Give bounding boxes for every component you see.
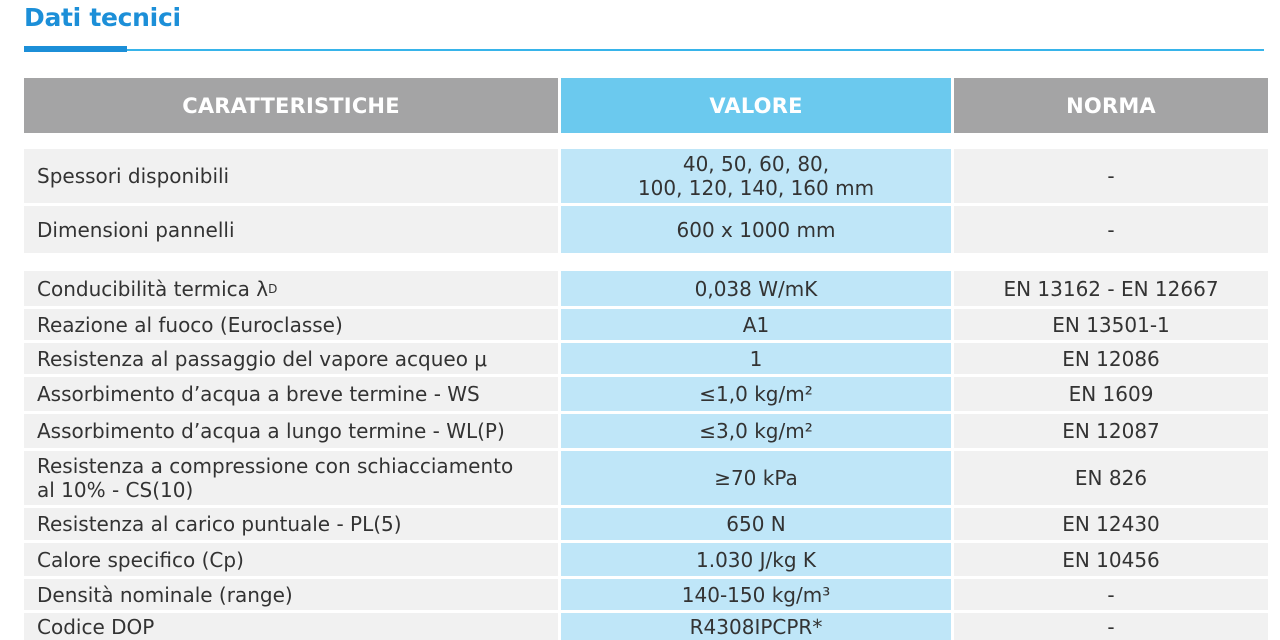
table-row-label: Assorbimento d’acqua a breve termine - WS [24, 377, 558, 411]
table-row-label: Densità nominale (range) [24, 579, 558, 610]
table-row-value: ≥70 kPa [561, 451, 951, 505]
table-row-label: Resistenza al carico puntuale - PL(5) [24, 508, 558, 540]
table-row-norm: EN 12086 [954, 343, 1268, 374]
table-row-norm: EN 1609 [954, 377, 1268, 411]
header-characteristic: CARATTERISTICHE [24, 78, 558, 133]
table-row-value: ≤3,0 kg/m² [561, 414, 951, 448]
table-row-value [561, 149, 951, 203]
table-row-label: Codice DOP [24, 613, 558, 640]
table-row-value: A1 [561, 309, 951, 340]
table-row-value: R4308IPCPR* [561, 613, 951, 640]
label-line: al 10% - CS(10) [37, 478, 194, 502]
table-row-norm: EN 13162 - EN 12667 [954, 271, 1268, 306]
table-row-norm: EN 826 [954, 451, 1268, 505]
table-row-value: 1.030 J/kg K [561, 543, 951, 576]
title-divider [24, 49, 1264, 51]
table-row-label: Spessori disponibili [24, 149, 558, 203]
header-value: VALORE [561, 78, 951, 133]
table-row-value: 1 [561, 343, 951, 374]
table-row-value: ≤1,0 kg/m² [561, 377, 951, 411]
table-row-label [24, 451, 558, 505]
table-row-value: 140-150 kg/m³ [561, 579, 951, 610]
page-title: Dati tecnici [24, 3, 181, 32]
table-row-norm: - [954, 206, 1268, 253]
table-row-label: Reazione al fuoco (Euroclasse) [24, 309, 558, 340]
table-row-norm: EN 12087 [954, 414, 1268, 448]
table-row-norm: - [954, 579, 1268, 610]
table-row-norm: - [954, 613, 1268, 640]
title-divider-accent [24, 46, 127, 52]
label-text: Conducibilità termica λ [37, 276, 269, 301]
table-row-norm: - [954, 149, 1268, 203]
table-row-label: Calore specifico (Cp) [24, 543, 558, 576]
table-row-label: Resistenza al passaggio del vapore acqueo μ [24, 343, 558, 374]
table-row-norm: EN 13501-1 [954, 309, 1268, 340]
table-row-label [24, 271, 558, 306]
value-line: 100, 120, 140, 160 mm [637, 176, 875, 200]
table-row-value: 650 N [561, 508, 951, 540]
value-line: 40, 50, 60, 80, [682, 152, 830, 176]
table-row-label: Dimensioni pannelli [24, 206, 558, 253]
table-row-norm: EN 10456 [954, 543, 1268, 576]
label-line: Resistenza a compressione con schiacciamento [37, 454, 514, 478]
header-norm: NORMA [954, 78, 1268, 133]
table-row-value: 600 x 1000 mm [561, 206, 951, 253]
table-row-value: 0,038 W/mK [561, 271, 951, 306]
table-row-label: Assorbimento d’acqua a lungo termine - WL(P) [24, 414, 558, 448]
table-row-norm: EN 12430 [954, 508, 1268, 540]
label-subscript: D [268, 281, 278, 296]
